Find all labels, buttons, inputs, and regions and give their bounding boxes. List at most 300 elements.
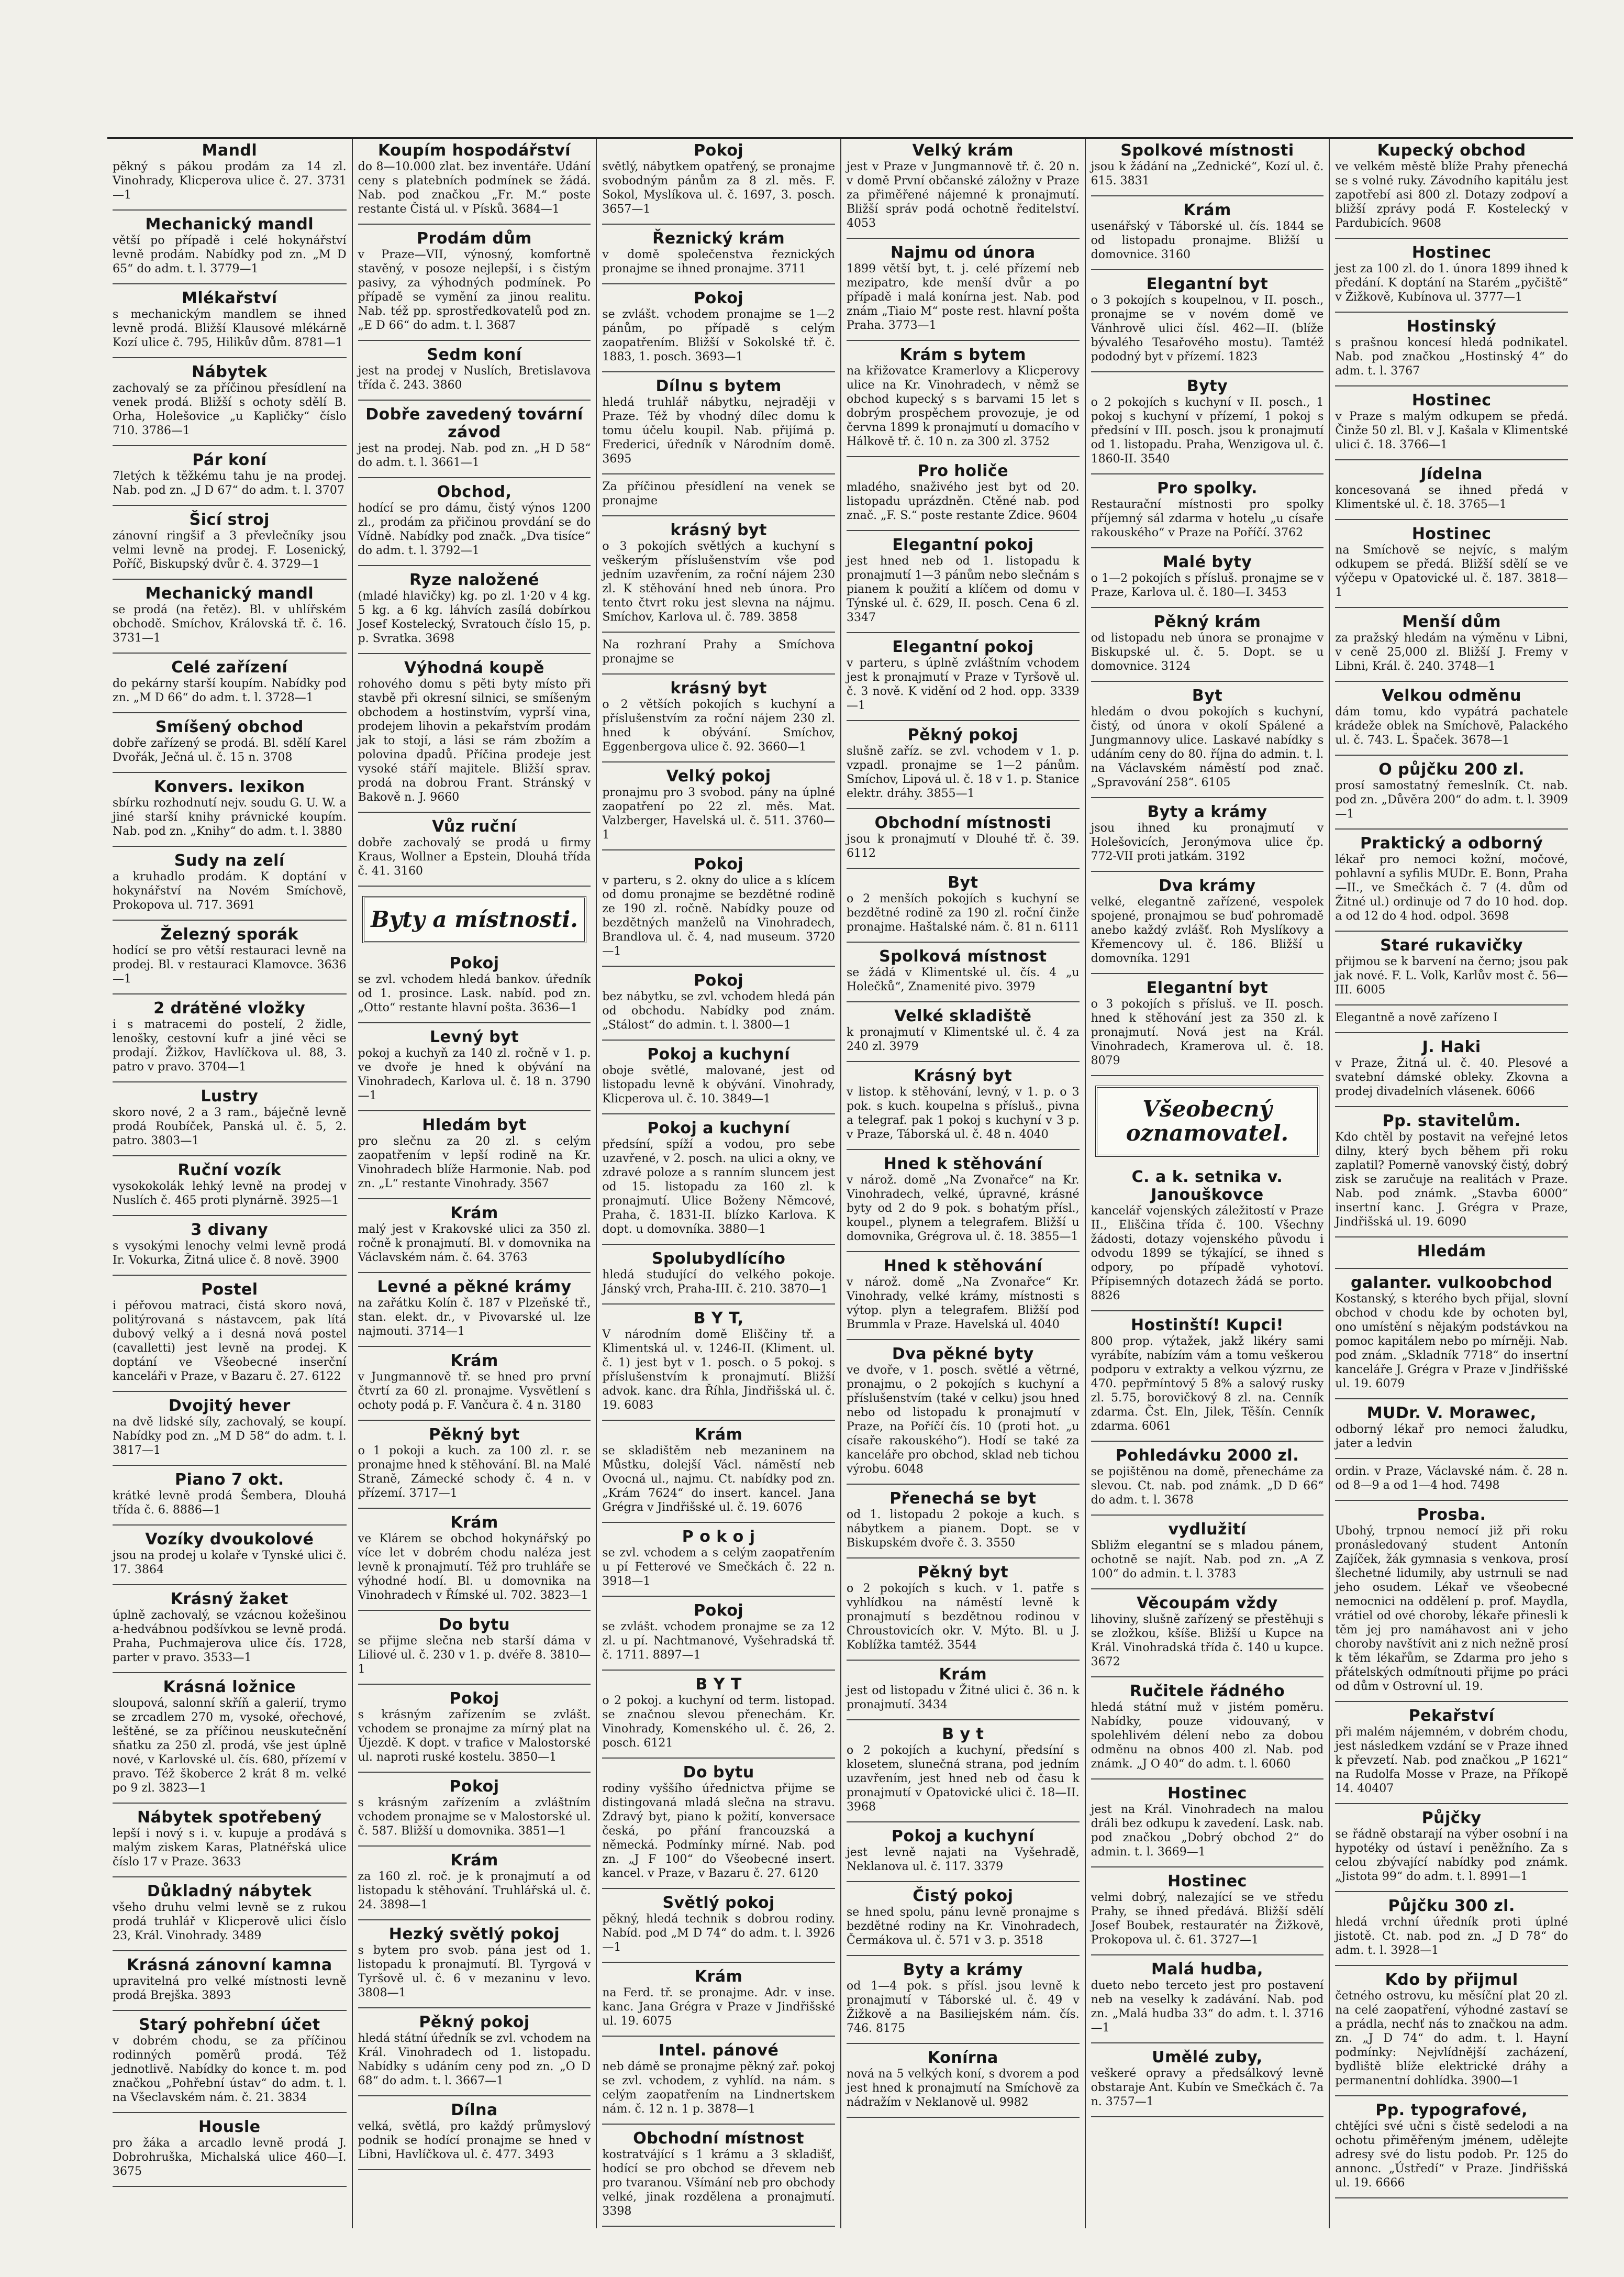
classified-ad (1335, 1112, 1568, 1229)
classified-ad (358, 1514, 591, 1602)
ad-body: lihoviny, slušně zařízený se přestěhuji s se zložkou, kšíše. Bližší u Kupce na Král. Vinohradská třída č. 140 u kupce. 3672 (1091, 1613, 1324, 1668)
ad-body: o 2 pokojích a kuchyní, předsíní s klosetem, slunečná strana, pod jedním uzavřením, jest hned neb od času k pronajmutí v Opatovické ulici č. 18—II. 3968 (846, 1744, 1080, 1814)
classified-ad (1335, 1405, 1568, 1451)
classified-ad (847, 1828, 1080, 1874)
ad-body: předsíní, spíží a vodou, pro sebe uzavřené, v 2. posch. na ulici a okny, ve zdravé poloze a s ranním sluncem jest od 15. listopadu za 160 zl. k pronajmutí. Ulice Boženy Němcové, Praha, č. 1831-II. blízko Karlova. K dopt. u domovníka. 3880—1 (602, 1138, 835, 1236)
ad-heading: B Y T (695, 1675, 742, 1694)
ad-divider (1335, 459, 1568, 460)
ad-heading: krásný byt (670, 521, 767, 539)
ad-body: odborný lékař pro nemoci žaludku, jater a ledvin (1335, 1423, 1568, 1450)
ad-body: sbírku rozhodnutí nejv. soudu G. U. W. a jiné starší knihy právnické koupím. Nab. pod zn. „Knihy“ do adm. t. l. 3880 (113, 797, 347, 838)
ad-heading: Krám (694, 1967, 743, 1986)
ad-heading: Byt (1192, 687, 1223, 705)
ad-divider (1091, 371, 1324, 372)
ad-heading: Pěkný byt (917, 1563, 1009, 1582)
ad-body: úplně zachovalý, se vzácnou kožešinou a-hedvábnou podšívkou se levně prodá. Praha, Puchmajerova ulice čís. 1728, parter v pravo. 3533—1 (113, 1609, 347, 1664)
classified-ad (1091, 275, 1324, 364)
ad-divider (1091, 1441, 1324, 1442)
ad-divider (113, 1950, 347, 1951)
classified-ad (602, 1426, 835, 1515)
ad-body: v parteru, s 2. okny do ulice a s klícem od domu pronajme se bezdětné rodině ze 190 zl. ročně. Nabídky pouze od bezdětných manželů na Vinohradech, Brandlova ul. č. 4, nad museum. 3720—1 (602, 874, 835, 958)
ad-divider (602, 2124, 835, 2125)
ad-divider (1335, 1032, 1568, 1033)
ad-divider (602, 1888, 835, 1889)
classified-ad (602, 1046, 835, 1106)
ad-divider (602, 1522, 835, 1523)
ad-heading: Mechanický mandl (145, 215, 314, 234)
classified-ad (847, 142, 1080, 230)
ad-body: od 1—4 pok. s přísl. jsou levně k pronajmutí v Táborské ul. č. 49 v Žižkově a na Basiliejském nám. čís. 746. 8175 (846, 1980, 1080, 2035)
ad-body: 7letých k těžkému tahu je na prodej. Nab. pod zn. „J D 67“ do adm. t. l. 3707 (113, 470, 347, 497)
ad-heading: Velkou odměnu (1382, 687, 1521, 705)
classified-ad (847, 1067, 1080, 1142)
classified-ad (1335, 937, 1568, 997)
ad-heading: Pěkný pokoj (419, 2013, 530, 2031)
classified-ad (602, 1602, 835, 1662)
ad-divider (847, 1881, 1080, 1882)
ad-heading: Pp. stavitelům. (1382, 1112, 1521, 1130)
ad-heading: Řeznický krám (652, 229, 785, 248)
ad-body: v Praze, Žitná ul. č. 40. Plesové a svatební dámské obleky. Zkovna a prodej divadelních vlásenek. 6066 (1335, 1057, 1568, 1098)
ad-body: pokoj a kuchyň za 140 zl. ročně v 1. p. ve dvoře je hned k obývání na Vinohradech, Karlova ul. č. 18 n. 3790—1 (358, 1047, 591, 1102)
ad-heading: Pěkný byt (429, 1425, 520, 1444)
ad-body: Ubohý, trpnou nemocí již při roku pronásledovaný student Antonín Zajíček, žák gymnasia s venkova, prosí šlechetné lidumily, aby ustrnuli se nad jeho osudem. Lékař ve všeobecné nemocnici na oddělení p. prof. Maydla, vrátiel od ové choroby, lékaře přinesli k těm jej pro namáhavost ani v jeho choroby navštívit ani z nich nežně prosí k těm lékařům, se Zdarma pro jeho s přátelských odmítnouti přijme po práci od dům v Ostrovní ul. 19. (1335, 1524, 1568, 1693)
ad-divider (358, 224, 591, 225)
classified-ad (847, 874, 1080, 934)
ad-divider (1335, 755, 1568, 756)
ad-divider (1091, 1866, 1324, 1867)
ad-body: jest hned neb od 1. listopadu k pronajmutí 1—3 pánům nebo slečnám s pianem k použití a klíčem od domu v Týnské ul. č. 629, II. posch. Cena 6 zl. 3347 (846, 555, 1080, 624)
classified-ad (1335, 1897, 1568, 1958)
ad-heading: O půjčku 200 zl. (1378, 760, 1525, 779)
ad-heading: Pp. typografové, (1375, 2101, 1528, 2119)
classified-ad (602, 480, 835, 508)
ad-divider (358, 812, 591, 813)
ad-divider (113, 1155, 347, 1156)
ad-body: se žádá v Klimentské ul. čís. 4 „u Holečků“, Znamenité pivo. 3979 (846, 966, 1080, 993)
column-4 (840, 139, 1085, 2228)
ad-heading: Pokoj a kuchyní (647, 1045, 791, 1064)
ad-body: v nárož. domě „Na Zvonařce“ Kr. Vinohrady, velké krámy, místnosti s výtop. plyn a telegrafem. Bližší pod Brummla v Praze. Havelská ul. 4040 (846, 1276, 1080, 1331)
ad-body: V národním domě Eliščiny tř. a Klimentská ul. v. 1246-II. (Kliment. ul. č. 1) jest byt v 1. posch. o 5 pokoj. s příslušenstvím k pronajmutí. Bližší advok. kanc. dra Říhla, Jindřišská ul. č. 19. 6083 (602, 1328, 835, 1412)
ad-heading: Krám (450, 1352, 498, 1370)
ad-body: jest levně najati na Vyšehradě, Neklanova ul. č. 117. 3379 (846, 1846, 1080, 1873)
classified-ad (847, 1961, 1080, 2036)
ad-body: do 8—10.000 zlat. bez inventáře. Udání ceny s platebních podmínek se žádá. Nab. pod značkou „Fr. M.“ poste restante Čistá ul. v Písků. 3684—1 (358, 160, 591, 216)
classified-ad (847, 1257, 1080, 1332)
ad-heading: Praktický a odborný (1360, 834, 1543, 853)
column-1 (107, 139, 352, 2228)
ad-divider (847, 340, 1080, 341)
ad-heading: Mechanický mandl (145, 584, 314, 603)
classified-ad (602, 230, 835, 276)
ad-divider (602, 1303, 835, 1305)
ad-heading: Hezký světlý pokoj (388, 1925, 560, 1943)
classified-ad (602, 1764, 835, 1881)
classified-ad (602, 972, 835, 1032)
ad-heading: Prosba. (1417, 1506, 1486, 1524)
ad-heading: vydlužití (1168, 1520, 1247, 1539)
ad-divider (113, 772, 347, 773)
ad-body: na Ferd. tř. se pronajme. Adr. v inse. kanc. Jana Grégra v Praze v Jindřišské ul. 19. 6075 (602, 1986, 835, 2028)
column-5 (1085, 139, 1329, 2228)
ad-body: se pojištěnou na domě, přenecháme za slevou. Ct. nab. pod známk. „D D 66“ do adm. t. l. 3678 (1091, 1465, 1324, 1507)
ad-heading: Půjčku 300 zl. (1388, 1897, 1515, 1915)
ad-heading: Krám (1183, 201, 1231, 219)
ad-divider (602, 1040, 835, 1041)
ad-heading: Čistý pokoj (913, 1887, 1014, 1905)
ad-body: Elegantně a nově zařízeno I (1335, 1011, 1498, 1024)
ad-heading: Elegantní byt (1146, 275, 1269, 293)
ad-body: koncesovaná se ihned předá v Klimentské ul. č. 18. 3765—1 (1335, 484, 1568, 511)
ad-body: upravitelná pro velké místnosti levně prodá Brejška. 3893 (113, 1975, 347, 2002)
ad-heading: Staré rukavičky (1380, 936, 1523, 955)
ad-body: pěkný s pákou prodám za 14 zl. Vinohrady, Klicperova ulice č. 27. 3731—1 (113, 160, 347, 202)
classified-ad (113, 585, 347, 645)
ad-body: v Jungmannově tř. se hned pro první čtvrtí za 60 zl. pronajme. Vysvětlení s ochoty podá p. F. Vančura č. 4 n. 3180 (358, 1370, 591, 1412)
ad-divider (1091, 1778, 1324, 1779)
ad-divider (358, 1772, 591, 1773)
ad-heading: Byty (1186, 377, 1228, 395)
classified-ad (602, 1894, 835, 1954)
ad-divider (847, 238, 1080, 239)
ad-body: prosí samostatný řemeslník. Ct. nab. pod zn. „Důvěra 200“ do adm. t. l. 3909—1 (1335, 779, 1568, 821)
ad-body: (mladé hlavičky) kg. po zl. 1·20 v 4 kg. 5 kg. a 6 kg. láhvích zasílá dobírkou Josef Kostelecký, Svratouch číslo 15, p. p. Svratka. 3698 (358, 590, 591, 645)
ad-body: i péřovou matraci, čistá skoro nová, politýrovaná s nástavcem, pak lítá dubový velký a i desná nová postel (cavalletti) jest levně na prodej. K doptání ve Všeobecné inserční kanceláři v Praze, v Bazaru č. 27. 6122 (113, 1299, 347, 1383)
ad-body: od listopadu neb února se pronajme v Biskupské ul. č. 5. Dopt. se u domovnice. 3124 (1091, 632, 1324, 673)
classified-ad (358, 818, 591, 878)
ad-body: pro žáka a arcadlo levně prodá J. Dobrohruška, Michalská ulice 460—I. 3675 (113, 2137, 347, 2178)
ad-heading: Pro spolky. (1157, 479, 1258, 498)
ad-heading: Do bytu (683, 1763, 754, 1782)
classified-ad (1335, 1809, 1568, 1884)
ad-divider (602, 1758, 835, 1759)
classified-ad (358, 1426, 591, 1500)
ad-body: v dobrém chodu, se za příčinou rodinných poměrů prodá. Též jednotlivě. Nabídky do konce t. m. pod značkou „Pohřební ústav“ do adm. t. l. na Všeclavském nám. č. 21. 3834 (113, 2035, 347, 2104)
ad-heading: Krám s bytem (899, 346, 1026, 364)
ad-divider (602, 1596, 835, 1597)
classified-ad (113, 142, 347, 202)
ad-body: pěkný, hledá technik s dobrou rodiny. Nabíd. pod „M D 74“ do adm. t. l. 3926—1 (602, 1913, 835, 1954)
ad-body: se hned spolu, pánu levně pronajme s bezdětné rodiny na Kr. Vinohradech, Čermákova ul. č. 571 v 3. p. 3518 (846, 1906, 1080, 1947)
classified-ad (113, 1221, 347, 1267)
ad-body: na dvě lidské síly, zachovalý, se koupí. Nabídky pod zn. „M D 58“ do adm. t. l. 3817—1 (113, 1416, 347, 1457)
ad-body: dobře zařízený se prodá. Bl. sdělí Karel Dvořák, Ječná ul. č. 15 n. 3708 (113, 737, 347, 764)
classified-ad (602, 856, 835, 958)
ad-divider (1335, 828, 1568, 830)
classified-ad (358, 230, 591, 333)
ad-divider (847, 868, 1080, 869)
ad-heading: Kupecký obchod (1377, 141, 1526, 160)
ad-body: Restaurační místnosti pro spolky příjemný sál zdarma v hotelu „u císaře rakouského“ v Praze na Poříčí. 3762 (1091, 498, 1324, 539)
ad-heading: Hostinec (1167, 1872, 1247, 1891)
classified-ad (358, 1029, 591, 1103)
ad-divider (113, 2186, 347, 2187)
ad-divider (1335, 385, 1568, 386)
ad-divider (1335, 1106, 1568, 1107)
ad-heading: Pár koní (192, 451, 267, 469)
ad-divider (847, 720, 1080, 721)
ad-divider (847, 530, 1080, 531)
ad-heading: Jídelna (1420, 465, 1483, 483)
ad-body: mladého, snaživého jest byt od 20. listopadu uprázdněn. Ctěné nab. pod znač. „F. S.“ poste restante Zdice. 9604 (846, 481, 1080, 522)
ad-divider (1335, 238, 1568, 239)
ad-divider (847, 1484, 1080, 1485)
ad-body: na křižovatce Kramerlovy a Klicperovy ulice na Kr. Vinohradech, v němž se obchod kupecký s s barvami 15 let s dobrým prospěchem provozuje, je od června 1899 k pronajmutí u domacího v Hálkově tř. č. 10 n. za 300 zl. 3752 (846, 364, 1080, 448)
classified-ad (602, 1676, 835, 1750)
ad-heading: Byt (948, 874, 978, 892)
classified-ad (358, 1117, 591, 1191)
ad-heading: Pokoj (449, 954, 499, 972)
ad-divider (847, 942, 1080, 943)
ad-divider (113, 1672, 347, 1673)
ad-divider (358, 2007, 591, 2008)
ad-heading: Hostinský (1406, 317, 1497, 336)
ad-heading: Ruční vozík (177, 1161, 282, 1179)
ad-divider (358, 1420, 591, 1421)
classified-ad (602, 378, 835, 466)
ad-body: i s matracemi do postelí, 2 židle, lenošky, cestovní kufr a jiné věci se prodají. Žižkov, Havlíčkova ul. 88, 3. patro v pravo. 3704—1 (113, 1018, 347, 1074)
ad-body: ve Klárem se obchod hokynářský po více let v dobrém chodu naléza jest levně k pronajmutí. Též pro truhláře se výhodné hodí. Bl. u domovnika na Vinohradech v Římské ul. 702. 3823—1 (358, 1532, 591, 1602)
ad-heading: Malé byty (1162, 553, 1252, 571)
ad-divider (847, 1821, 1080, 1822)
ad-divider (113, 2112, 347, 2113)
ad-divider (1091, 195, 1324, 196)
ad-heading: Pohledávku 2000 zl. (1115, 1446, 1299, 1465)
ad-heading: Malá hudba, (1151, 1960, 1263, 1978)
ad-heading: Elegantní byt (1146, 979, 1269, 997)
ad-body: jest od listopadu v Žitné ulici č. 36 n. k pronajmutí. 3434 (846, 1684, 1080, 1711)
classified-ad (1335, 392, 1568, 452)
ad-heading: Mandl (202, 141, 258, 160)
ad-body: jest v Praze v Jungmannově tř. č. 20 n. v domě První občanské záložny v Praze za přiměřené nájemné k pronajmutí. Bližší správ podá ochotně ředitelství. 4053 (846, 160, 1080, 230)
ad-body: se řádně obstarají na výber osobní i na hypotéky od ústaví i peněžního. Za s celou zbývající nabídky pod známk. „Jistota 99“ do adm. t. l. 8991—1 (1335, 1828, 1568, 1883)
ad-body: a kruhadlo prodám. K doptání v hokynářství na Novém Smíchově, Prokopova ul. 717. 3691 (113, 870, 347, 912)
ad-heading: galanter. vulkoobchod (1350, 1274, 1553, 1292)
ad-heading: Celé zařízení (171, 658, 288, 677)
classified-ad (847, 1490, 1080, 1550)
classified-ad (847, 1008, 1080, 1054)
ad-heading: Koupím hospodářství (377, 141, 571, 160)
ad-body: jsou k žádání na „Zednické“, Kozí ul. č. 615. 3831 (1091, 160, 1324, 187)
classified-ad (847, 462, 1080, 523)
ad-body: kostratvájící s 1 krámu a 3 skladišť, hodící se pro obchod se dřevem neb pro tvaranou. Všímání neb pro obchody velké, jinak rozdělena a pronajmutí. 3398 (602, 2148, 835, 2218)
classified-ad (113, 511, 347, 571)
classified-ad (358, 2014, 591, 2088)
ad-body: zánovní ringšif a 3 převlečníky jsou velmi levně na prodej. F. Losenický, Poříč, Biskupský dvůr č. 4. 3729—1 (113, 529, 347, 571)
ad-body: rohového domu s pěti byty místo při stavbě při okresní silnici, se smíšeným obchodem a hostinstvím, vyprší vina, prodejem lihovin a pekařstvím prodám jak to stojí, a lási se rám zbožím a polovina dpadů. Příčina prodeje jest vysoké stáří majitele. Bližší sprav. prodá na dobrou Frant. Stránský v Bakově n. J. 9660 (358, 678, 591, 804)
classified-ad (113, 216, 347, 276)
classified-ad (1335, 761, 1568, 821)
classified-ad (1335, 613, 1568, 673)
ad-heading: Výhodná koupě (404, 659, 544, 677)
ad-body: hledá státní muž v jistém poměru. Nabídky, pouze vidouvaný, v spolehlivém délení nebo za dobou odměnu na obnos 400 zl. Nab. pod známk. „J O 40“ do adm. t. l. 6060 (1091, 1701, 1324, 1771)
ad-body: všeho druhu velmi levně se z rukou prodá truhlář v Klicperově ulici číslo 23, Král. Vinohrady. 3489 (113, 1901, 347, 1942)
ad-body: v listop. k stěhování, levný, v 1. p. o 3 pok. s kuch. koupelna s přísluš., pivna a telegraf. pak 1 pokoj s kuchyní v 3 p. v Praze, Táborská ul. č. 48 n. 4040 (846, 1086, 1080, 1141)
ad-heading: Vozíky dvoukolové (145, 1530, 314, 1549)
ad-divider (1091, 1954, 1324, 1955)
classified-ad (602, 1250, 835, 1296)
ad-body: lékař pro nemoci kožní, močové, pohlavní a syfilis MUDr. E. Bonn, Praha—II., ve Smečkách č. 7 (4. dům od Žitné ul.) ordinuje od 7 do 10 hod. dop. a od 12 do 4 hod. odpol. 3698 (1335, 853, 1568, 923)
classified-ad (113, 659, 347, 705)
ad-heading: Krám (450, 1204, 498, 1222)
ad-heading: Byty a krámy (903, 1961, 1023, 1979)
ad-heading: Pokoj (694, 289, 744, 307)
ad-body: o 3 pokojích s přísluš. ve II. posch. hned k stěhování jest za 350 zl. k pronajmutí. Nová jest na Král. Vinohradech, Kramerova ul. č. 18. 8079 (1091, 998, 1324, 1067)
ad-heading: Ručitele řádného (1129, 1682, 1285, 1700)
ad-divider (358, 1346, 591, 1347)
section-banner: Všeobecný oznamovatel. (1095, 1086, 1320, 1157)
ad-heading: Menší dům (1402, 613, 1501, 631)
classified-ad (1091, 613, 1324, 673)
section-banner: Byty a místnosti. (362, 896, 587, 943)
ad-heading: Konírna (927, 2049, 998, 2067)
ad-divider (602, 849, 835, 850)
ad-divider (1091, 1075, 1324, 1076)
classified-ad (847, 2049, 1080, 2109)
ad-divider (1335, 2095, 1568, 2096)
ad-body: s bytem pro svob. pána jest od 1. listopadu k pronajmutí. Bl. Tyrgová v Tyršově ul. č. 6 v mezaninu v levo. 3808—1 (358, 1944, 591, 1999)
classified-ad (847, 346, 1080, 449)
ad-divider (602, 966, 835, 967)
ad-body: o 2 pokojích s kuchyní v II. posch., 1 pokoj s kuchyní v přízemí, 1 pokoj s předsíní v III. posch. jsou k pronajmutí od 1. listopadu. Praha, Wenzigova ul. č. 1860-II. 3540 (1091, 396, 1324, 466)
ad-body: dobře zachovalý se prodá u firmy Kraus, Wollner a Epstein, Dlouhá třída č. 41. 3160 (358, 836, 591, 878)
classified-ad (602, 768, 835, 842)
ad-heading: Dílna (451, 2101, 498, 2119)
ad-divider (1335, 1500, 1568, 1501)
ad-body: Kdo chtěl by postavit na veřejné letos dilny, který bych během při roku zaplatil? Pomerně vanovský čistý, dobrý zisk se zaručuje na realitách v Praze. Nab. pod známk. „Stavba 6000“ insertní kanc. J. Grégra v Praze, Jindřišská ul. 19. 6090 (1335, 1131, 1568, 1229)
classified-ad (847, 1887, 1080, 1948)
ad-heading: Pěkný krám (1153, 613, 1261, 631)
ad-heading: J. Haki (1422, 1038, 1481, 1056)
ad-heading: Dvojitý hever (168, 1397, 291, 1415)
ad-body: krátké levně prodá Šembera, Dlouhá třída č. 6. 8886—1 (113, 1489, 347, 1517)
ad-divider (358, 400, 591, 401)
ad-divider (113, 1876, 347, 1877)
ad-body: usenářský v Táborské ul. čís. 1844 se od listopadu pronajme. Bližší u domovnice. 3160 (1091, 220, 1324, 261)
ad-body: s krásným zařízením se zvlášt. vchodem se pronajme za mírný plat na Újezdě. K dopt. v trafice v Malostorské ul. naproti ruské kostelu. 3850—1 (358, 1708, 591, 1764)
ad-divider (847, 1339, 1080, 1340)
classified-ad (358, 1616, 591, 1676)
ad-divider (602, 1420, 835, 1421)
ad-divider (358, 565, 591, 566)
ad-body: při malém nájemném, v dobrém chodu, jest následkem vzdání se v Praze ihned k převzetí. Nab. pod značkou „P 1621“ na Rudolfa Mosse v Praze, na Příkopě 14. 40407 (1335, 1726, 1568, 1795)
ad-body: o 2 větších pokojích s kuchyní a příslušenstvím za roční nájem 230 zl. hned k obývání. Smíchov, Eggenbergova ulice č. 92. 3660—1 (602, 698, 835, 754)
ad-divider (1091, 681, 1324, 682)
ad-heading: Krásná ložnice (163, 1678, 296, 1696)
ad-divider (113, 283, 347, 284)
ad-body: ve dvoře, v 1. posch. světlé a větrné, pronajmu, o 2 pokojích s kuchyní a příslušenstvím (také v celku) jsou hned nebo od listopadu k pronajmutí v Praze, na Poříčí čís. 10 (proti hot. „u císaře rakouského“). Hodí se také za kanceláře pro obchod, sklad neb tichou výrobu. 6048 (846, 1364, 1080, 1476)
classified-ad (847, 1564, 1080, 1652)
ad-divider (113, 1391, 347, 1392)
ad-divider (602, 1244, 835, 1245)
ad-body: Kostanský, s kterého bych přijal, slovní obchod v chodu kde by ochoten byl, ono umístění s nějakým podstávkou na pomoc kapitálem nebo po mírněji. Nab. pod znám. „Skladník 7718“ do insertní kanceláře J. Grégra v Praze v Jindřišské ul. 19. 6079 (1335, 1292, 1568, 1390)
ad-divider (358, 1610, 591, 1611)
classified-ad (358, 406, 591, 470)
ad-body: pronajmu pro 3 svobod. pány na úplné zaopatření po 22 zl. měs. Mat. Valzberger, Havelská ul. č. 511. 3760—1 (602, 786, 835, 842)
classified-ad (1091, 1317, 1324, 1433)
ad-body: Na rozhraní Prahy a Smíchova pronajme se (602, 638, 835, 666)
classified-ad (602, 1968, 835, 2028)
ad-body: pro slečnu za 20 zl. s celým zaopatřením v lepší rodině na Kr. Vinohradech blíže Harmonie. Nab. pod zn. „L“ restante Vinohrady. 3567 (358, 1135, 591, 1190)
ad-body: za pražský hledám na výměnu v Libni, v ceně 25,000 zl. Bližší J. Fremy v Libni, Král. č. 240. 3748—1 (1335, 632, 1568, 673)
ad-body: ve velkém městě blíže Prahy přenechá se s volné ruky. Závodního kapitálu jest zapotřebí asi 800 zl. Dotazy zodpoví a bližší zprávy podá F. Kostelecký v Pardubicích. 9608 (1335, 160, 1568, 230)
ad-body: se zvlášt. vchodem pronajme se 1—2 pánům, po případě s celým zaopatřením. Bližší v Sokolské tř. č. 1883, 1. posch. 3693—1 (602, 308, 835, 363)
ad-body: za 160 zl. roč. je k pronajmutí a od listopadu k stěhování. Truhlářská ul. č. 24. 3898—1 (358, 1870, 591, 1911)
ad-body: o 2 pokojích s kuch. v 1. patře s vyhlídkou na náměstí levně k pronajmutí s bezdětnou rodinou v Chroustovicích okr. V. Mýto. Bl. u J. Koblížka tamtéž. 3544 (846, 1582, 1080, 1652)
ad-heading: B y t (942, 1725, 984, 1743)
ad-body: nová na 5 velkých koní, s dvorem a pod jest hned k pronajmutí na Smíchově za nádražím v Neklanově ul. 9982 (846, 2068, 1080, 2109)
ad-divider (358, 477, 591, 478)
ad-divider (602, 1962, 835, 1963)
ad-body: malý jest v Krakovské ulici za 350 zl. ročně k pronajmutí. Bl. v domovnika na Václavském nám. č. 64. 3763 (358, 1223, 591, 1264)
ad-heading: Velké skladiště (894, 1007, 1032, 1025)
ad-divider (1335, 1803, 1568, 1804)
ad-heading: Krám (939, 1665, 987, 1684)
ad-body: se prodá (na řetěz). Bl. v uhlířském obchodě. Smíchov, Královská tř. č. 16. 3731—1 (113, 603, 347, 645)
ad-body: vysokokolák lehký levně na prodej v Nuslích č. 465 proti plynárně. 3925—1 (113, 1180, 347, 1207)
ad-body: četného ostrovu, ku měsíční plat 20 zl. na celé zaopatření, výhodné zastaví se a prádla, nechť nás to značkou na adm. zn. „J D 74“ do adm. t. l. Hayní podmínky: Nejvlídnější zacházení, bydliště blíže elektrické dráhy a permanentní dohlídka. 3900—1 (1335, 1989, 1568, 2087)
ad-divider (1335, 1701, 1568, 1702)
ad-heading: Prodám dům (417, 229, 532, 248)
ad-divider (113, 445, 347, 446)
classified-ad (1335, 525, 1568, 600)
ad-body: hledá truhlář nábytku, nejraději v Praze. Též by vhodný dílec domu k tomu účelu koupil. Nab. přijímá p. Frederici, úředník v Národním domě. 3695 (602, 396, 835, 466)
ad-body: dueto nebo terceto jest pro postavení neb na veselky k zadávání. Nab. pod zn. „Malá hudba 33“ do adm. t. l. 3716—1 (1091, 1979, 1324, 2035)
ad-divider (358, 1022, 591, 1023)
ad-divider (358, 1684, 591, 1685)
ad-body: na Smíchově se nejvíc, s malým odkupem se předá. Bližší sdělí se ve výčepu v Opatovické ul. č. 187. 3818—1 (1335, 544, 1568, 599)
ad-body: neb dámě se pronajme pěkný zař. pokoj se zvl. vchodem, z vyhlíd. na nám. s celým zaopatřením na Lindnertskem nám. č. 12 n. 1 p. 3878—1 (602, 2060, 835, 2116)
ad-body: o 2 menších pokojích s kuchyní se bezdětné rodině za 190 zl. roční činže pronajme. Haštalské nám. č. 81 n. 6111 (846, 892, 1080, 934)
ad-divider (847, 1955, 1080, 1956)
ad-divider (1335, 931, 1568, 932)
ad-heading: Starý pohřební účet (139, 2016, 320, 2034)
ad-heading: Kdo by přijmul (1385, 1971, 1518, 1989)
classified-ad (113, 1281, 347, 1384)
ad-body: oboje světlé, malované, jest od listopadu levně k obývání. Vinohrady, Klicperova ul. č. 10. 3849—1 (602, 1064, 835, 1106)
classified-ad (1091, 2049, 1324, 2109)
ad-divider (847, 1149, 1080, 1150)
ad-heading: Ryze naložené (409, 571, 540, 589)
ad-heading: Byty a krámy (1147, 803, 1267, 821)
ad-body: Sbližm elegantní se s mladou pánem, ochotně se najít. Nab. pod zn. „A Z 100“ do admin. t. l. 3783 (1091, 1539, 1324, 1580)
classified-ad (602, 522, 835, 624)
ad-heading: Pokoj (449, 1689, 499, 1708)
classified-ad (602, 1310, 835, 1412)
classified-ad (113, 1957, 347, 2003)
ad-heading: Piano 7 okt. (175, 1471, 284, 1489)
ad-divider (847, 1660, 1080, 1661)
ad-heading: Spolubydlícího (651, 1250, 786, 1268)
ad-heading: krásný byt (670, 679, 767, 698)
ad-heading: Levný byt (429, 1028, 519, 1046)
classified-ad (1091, 1683, 1324, 1771)
classified-ad (113, 926, 347, 986)
classified-ad (113, 290, 347, 350)
ad-heading: Pokoj (694, 1601, 744, 1620)
ad-body: se přijme slečna neb starší dáma v Liliové ul. č. 230 v 1. p. dvéře 8. 3810—1 (358, 1634, 591, 1676)
ad-divider (1335, 607, 1568, 608)
ad-body: lepší i nový s i. v. kupuje a prodává s malým ziskem Karas, Platnéřská ulice číslo 17 v Praze. 3633 (113, 1827, 347, 1869)
ad-divider (1335, 1268, 1568, 1269)
ad-body: o 1 pokoji a kuch. za 100 zl. r. se pronajme hned k stěhování. Bl. na Malé Straně, Zámecké schody č. 4 n. v přízemí. 3717—1 (358, 1444, 591, 1500)
ad-heading: Přenechá se byt (889, 1489, 1037, 1508)
ad-heading: Hned k stěhování (883, 1155, 1042, 1173)
classified-ad (113, 1471, 347, 1517)
ad-heading: Krásná zánovní kamna (127, 1956, 332, 1974)
classified-ad (358, 1926, 591, 2000)
